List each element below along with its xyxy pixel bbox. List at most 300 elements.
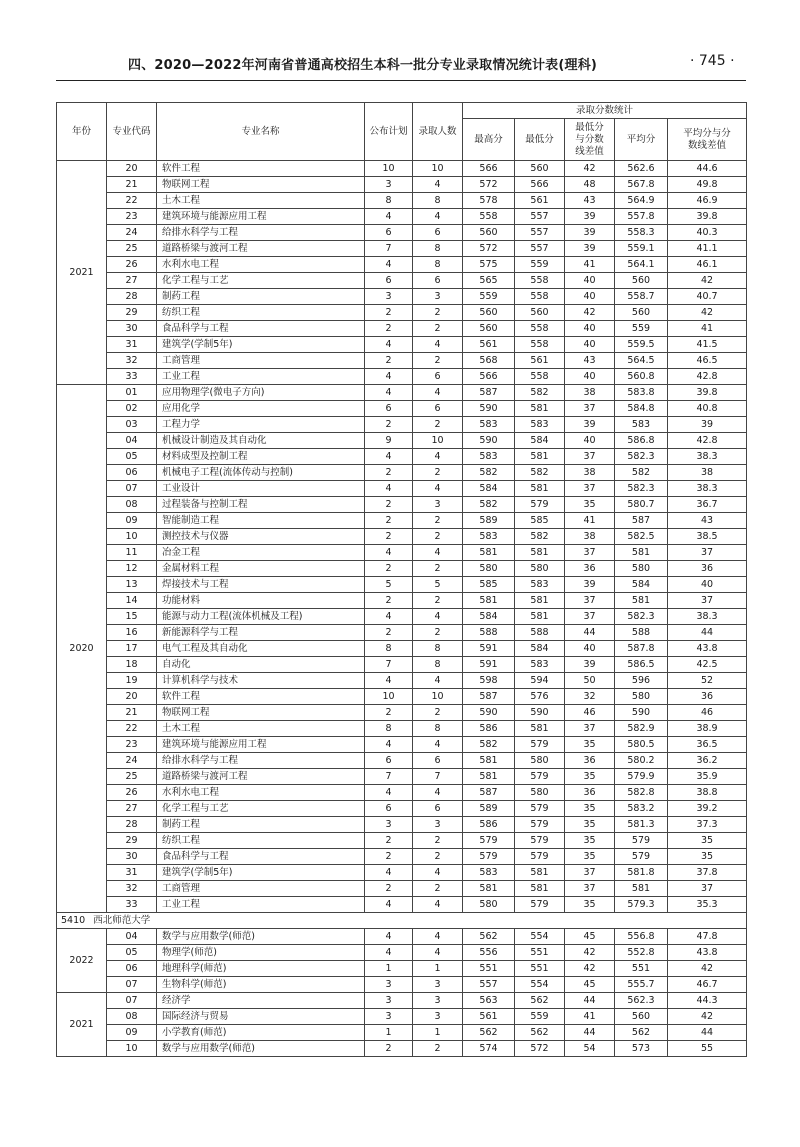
cell-max: 582 <box>463 497 515 513</box>
cell-avg: 579.9 <box>615 769 668 785</box>
cell-name: 功能材料 <box>157 593 365 609</box>
table-row <box>57 545 747 561</box>
cell-max: 591 <box>463 657 515 673</box>
cell-admitted: 1 <box>413 961 463 977</box>
table-row <box>57 609 747 625</box>
cell-name: 过程装备与控制工程 <box>157 497 365 513</box>
cell-name: 制药工程 <box>157 289 365 305</box>
cell-avg: 564.9 <box>615 193 668 209</box>
cell-min: 582 <box>515 529 565 545</box>
cell-name: 应用化学 <box>157 401 365 417</box>
cell-avg_diff: 36.7 <box>668 497 747 513</box>
table-row <box>57 929 747 945</box>
page-number: · 745 · <box>690 53 735 69</box>
cell-min_diff: 41 <box>565 513 615 529</box>
cell-avg: 560 <box>615 273 668 289</box>
cell-code: 17 <box>107 641 157 657</box>
cell-min_diff: 48 <box>565 177 615 193</box>
cell-min_diff: 44 <box>565 625 615 641</box>
cell-code: 06 <box>107 961 157 977</box>
cell-name: 软件工程 <box>157 161 365 177</box>
cell-min: 580 <box>515 785 565 801</box>
table-row <box>57 305 747 321</box>
cell-max: 580 <box>463 897 515 913</box>
cell-min: 561 <box>515 353 565 369</box>
school-name: 西北师范大学 <box>93 914 151 926</box>
cell-max: 584 <box>463 481 515 497</box>
cell-admitted: 2 <box>413 417 463 433</box>
col-header-min: 最低分 <box>515 119 565 161</box>
cell-max: 560 <box>463 225 515 241</box>
cell-min: 583 <box>515 417 565 433</box>
cell-max: 581 <box>463 769 515 785</box>
table-row <box>57 641 747 657</box>
cell-avg_diff: 43 <box>668 513 747 529</box>
cell-name: 制药工程 <box>157 817 365 833</box>
cell-avg_diff: 44 <box>668 625 747 641</box>
col-header-name: 专业名称 <box>157 103 365 161</box>
cell-max: 566 <box>463 161 515 177</box>
cell-min: 580 <box>515 753 565 769</box>
cell-avg: 584 <box>615 577 668 593</box>
cell-avg: 582.3 <box>615 609 668 625</box>
cell-min: 558 <box>515 289 565 305</box>
cell-min_diff: 42 <box>565 161 615 177</box>
cell-min: 585 <box>515 513 565 529</box>
cell-code: 10 <box>107 529 157 545</box>
cell-avg_diff: 37 <box>668 593 747 609</box>
cell-min: 580 <box>515 561 565 577</box>
cell-min_diff: 39 <box>565 657 615 673</box>
cell-min_diff: 40 <box>565 641 615 657</box>
year-cell: 2020 <box>57 385 107 913</box>
cell-admitted: 6 <box>413 801 463 817</box>
cell-min: 579 <box>515 833 565 849</box>
cell-avg_diff: 37 <box>668 881 747 897</box>
school-label <box>57 913 747 929</box>
cell-name: 物联网工程 <box>157 177 365 193</box>
cell-avg: 580 <box>615 689 668 705</box>
table-row <box>57 529 747 545</box>
cell-min: 581 <box>515 593 565 609</box>
cell-avg_diff: 40 <box>668 577 747 593</box>
cell-max: 585 <box>463 577 515 593</box>
cell-code: 27 <box>107 801 157 817</box>
col-header-score-stats: 录取分数统计 <box>463 103 747 119</box>
cell-avg: 581.3 <box>615 817 668 833</box>
cell-name: 焊接技术与工程 <box>157 577 365 593</box>
cell-avg: 586.5 <box>615 657 668 673</box>
cell-min: 579 <box>515 801 565 817</box>
cell-min: 583 <box>515 577 565 593</box>
cell-name: 土木工程 <box>157 721 365 737</box>
cell-plan: 6 <box>365 401 413 417</box>
cell-plan: 4 <box>365 673 413 689</box>
cell-avg: 582.3 <box>615 481 668 497</box>
cell-code: 11 <box>107 545 157 561</box>
cell-avg_diff: 43.8 <box>668 641 747 657</box>
table-row <box>57 369 747 385</box>
cell-plan: 4 <box>365 369 413 385</box>
cell-avg_diff: 37.3 <box>668 817 747 833</box>
cell-avg_diff: 42 <box>668 305 747 321</box>
cell-avg: 582 <box>615 465 668 481</box>
cell-code: 01 <box>107 385 157 401</box>
cell-admitted: 2 <box>413 849 463 865</box>
cell-plan: 4 <box>365 609 413 625</box>
cell-min_diff: 39 <box>565 209 615 225</box>
cell-avg_diff: 37.8 <box>668 865 747 881</box>
table-row <box>57 817 747 833</box>
cell-avg_diff: 42 <box>668 961 747 977</box>
cell-plan: 10 <box>365 161 413 177</box>
table-row <box>57 849 747 865</box>
cell-min: 558 <box>515 337 565 353</box>
cell-min_diff: 54 <box>565 1041 615 1057</box>
cell-name: 工业工程 <box>157 897 365 913</box>
cell-min_diff: 37 <box>565 609 615 625</box>
cell-name: 材料成型及控制工程 <box>157 449 365 465</box>
cell-avg_diff: 46 <box>668 705 747 721</box>
cell-plan: 2 <box>365 353 413 369</box>
cell-min_diff: 40 <box>565 337 615 353</box>
cell-avg: 583 <box>615 417 668 433</box>
cell-plan: 3 <box>365 1009 413 1025</box>
cell-avg_diff: 42.5 <box>668 657 747 673</box>
table-row <box>57 737 747 753</box>
cell-plan: 4 <box>365 257 413 273</box>
year-cell: 2022 <box>57 929 107 993</box>
cell-avg: 588 <box>615 625 668 641</box>
cell-min_diff: 45 <box>565 929 615 945</box>
cell-avg: 555.7 <box>615 977 668 993</box>
cell-name: 给排水科学与工程 <box>157 753 365 769</box>
cell-avg: 587 <box>615 513 668 529</box>
cell-max: 560 <box>463 321 515 337</box>
col-header-avg-diff: 平均分与分数线差值 <box>668 119 747 161</box>
cell-admitted: 4 <box>413 737 463 753</box>
cell-admitted: 3 <box>413 993 463 1009</box>
cell-max: 558 <box>463 209 515 225</box>
cell-name: 工业工程 <box>157 369 365 385</box>
cell-min: 560 <box>515 161 565 177</box>
cell-min_diff: 41 <box>565 257 615 273</box>
cell-min_diff: 35 <box>565 801 615 817</box>
cell-avg: 590 <box>615 705 668 721</box>
cell-avg: 584.8 <box>615 401 668 417</box>
cell-admitted: 10 <box>413 433 463 449</box>
cell-admitted: 6 <box>413 369 463 385</box>
col-header-year: 年份 <box>57 103 107 161</box>
cell-code: 18 <box>107 657 157 673</box>
cell-avg: 573 <box>615 1041 668 1057</box>
cell-admitted: 4 <box>413 177 463 193</box>
cell-min_diff: 35 <box>565 849 615 865</box>
cell-plan: 2 <box>365 529 413 545</box>
cell-min_diff: 43 <box>565 193 615 209</box>
cell-min: 583 <box>515 657 565 673</box>
cell-code: 12 <box>107 561 157 577</box>
cell-avg: 562 <box>615 1025 668 1041</box>
cell-avg: 552.8 <box>615 945 668 961</box>
cell-plan: 8 <box>365 193 413 209</box>
cell-max: 586 <box>463 817 515 833</box>
cell-admitted: 3 <box>413 497 463 513</box>
cell-avg_diff: 36.5 <box>668 737 747 753</box>
cell-avg: 579 <box>615 849 668 865</box>
cell-admitted: 7 <box>413 769 463 785</box>
cell-avg: 582.9 <box>615 721 668 737</box>
table-row <box>57 257 747 273</box>
cell-avg_diff: 35.9 <box>668 769 747 785</box>
table-row <box>57 433 747 449</box>
cell-min_diff: 36 <box>565 785 615 801</box>
table-row <box>57 449 747 465</box>
cell-plan: 5 <box>365 577 413 593</box>
table-header-row <box>57 103 747 119</box>
cell-avg: 580 <box>615 561 668 577</box>
cell-min: 579 <box>515 817 565 833</box>
cell-min: 557 <box>515 225 565 241</box>
cell-avg: 562.6 <box>615 161 668 177</box>
cell-min_diff: 32 <box>565 689 615 705</box>
cell-avg_diff: 44.6 <box>668 161 747 177</box>
cell-max: 583 <box>463 529 515 545</box>
cell-avg: 582.5 <box>615 529 668 545</box>
table-row <box>57 625 747 641</box>
cell-code: 08 <box>107 497 157 513</box>
cell-avg: 567.8 <box>615 177 668 193</box>
cell-min: 590 <box>515 705 565 721</box>
cell-min_diff: 41 <box>565 1009 615 1025</box>
table-row <box>57 513 747 529</box>
cell-min: 561 <box>515 193 565 209</box>
cell-name: 建筑学(学制5年) <box>157 865 365 881</box>
cell-avg_diff: 55 <box>668 1041 747 1057</box>
cell-max: 590 <box>463 401 515 417</box>
cell-admitted: 2 <box>413 353 463 369</box>
cell-admitted: 10 <box>413 161 463 177</box>
cell-avg_diff: 41.5 <box>668 337 747 353</box>
cell-plan: 4 <box>365 545 413 561</box>
cell-admitted: 4 <box>413 945 463 961</box>
cell-avg_diff: 35 <box>668 849 747 865</box>
cell-min_diff: 35 <box>565 897 615 913</box>
cell-plan: 4 <box>365 785 413 801</box>
cell-plan: 4 <box>365 897 413 913</box>
cell-plan: 6 <box>365 801 413 817</box>
cell-min: 584 <box>515 433 565 449</box>
cell-plan: 9 <box>365 433 413 449</box>
cell-admitted: 4 <box>413 609 463 625</box>
cell-avg_diff: 52 <box>668 673 747 689</box>
cell-plan: 6 <box>365 753 413 769</box>
table-row <box>57 273 747 289</box>
cell-avg_diff: 40.7 <box>668 289 747 305</box>
cell-name: 食品科学与工程 <box>157 321 365 337</box>
cell-code: 25 <box>107 769 157 785</box>
col-header-code: 专业代码 <box>107 103 157 161</box>
cell-min: 579 <box>515 737 565 753</box>
cell-min_diff: 44 <box>565 993 615 1009</box>
cell-avg_diff: 38 <box>668 465 747 481</box>
cell-admitted: 4 <box>413 545 463 561</box>
cell-avg_diff: 40.3 <box>668 225 747 241</box>
cell-code: 33 <box>107 369 157 385</box>
cell-max: 583 <box>463 449 515 465</box>
cell-max: 591 <box>463 641 515 657</box>
cell-avg_diff: 39.8 <box>668 385 747 401</box>
cell-plan: 2 <box>365 881 413 897</box>
cell-min: 551 <box>515 945 565 961</box>
cell-avg_diff: 37 <box>668 545 747 561</box>
cell-code: 22 <box>107 721 157 737</box>
cell-plan: 2 <box>365 465 413 481</box>
cell-min_diff: 40 <box>565 289 615 305</box>
col-header-min-diff: 最低分与分数线差值 <box>565 119 615 161</box>
table-row <box>57 1041 747 1057</box>
cell-min_diff: 40 <box>565 321 615 337</box>
cell-plan: 4 <box>365 929 413 945</box>
cell-min_diff: 42 <box>565 945 615 961</box>
cell-min: 560 <box>515 305 565 321</box>
cell-avg: 580.2 <box>615 753 668 769</box>
cell-avg: 551 <box>615 961 668 977</box>
cell-plan: 8 <box>365 641 413 657</box>
cell-avg: 560 <box>615 1009 668 1025</box>
cell-admitted: 6 <box>413 225 463 241</box>
cell-min_diff: 50 <box>565 673 615 689</box>
cell-plan: 7 <box>365 657 413 673</box>
table-row <box>57 209 747 225</box>
table-row <box>57 689 747 705</box>
cell-name: 物联网工程 <box>157 705 365 721</box>
cell-min: 579 <box>515 897 565 913</box>
cell-avg_diff: 46.1 <box>668 257 747 273</box>
cell-admitted: 2 <box>413 305 463 321</box>
cell-code: 05 <box>107 945 157 961</box>
cell-code: 27 <box>107 273 157 289</box>
cell-admitted: 4 <box>413 673 463 689</box>
cell-max: 563 <box>463 993 515 1009</box>
cell-plan: 2 <box>365 561 413 577</box>
cell-plan: 1 <box>365 1025 413 1041</box>
cell-code: 02 <box>107 401 157 417</box>
cell-min_diff: 37 <box>565 593 615 609</box>
table-row <box>57 801 747 817</box>
cell-min_diff: 40 <box>565 273 615 289</box>
cell-avg: 587.8 <box>615 641 668 657</box>
cell-max: 581 <box>463 881 515 897</box>
cell-avg: 583.2 <box>615 801 668 817</box>
cell-min_diff: 42 <box>565 961 615 977</box>
cell-min_diff: 39 <box>565 417 615 433</box>
cell-admitted: 8 <box>413 193 463 209</box>
table-row <box>57 353 747 369</box>
cell-max: 580 <box>463 561 515 577</box>
cell-min: 581 <box>515 449 565 465</box>
page-header-title: 四、2020—2022年河南省普通高校招生本科一批分专业录取情况统计表(理科) <box>128 58 598 73</box>
cell-code: 09 <box>107 1025 157 1041</box>
cell-plan: 4 <box>365 449 413 465</box>
cell-min: 554 <box>515 977 565 993</box>
cell-min: 558 <box>515 321 565 337</box>
cell-avg_diff: 38.9 <box>668 721 747 737</box>
cell-name: 给排水科学与工程 <box>157 225 365 241</box>
cell-name: 工程力学 <box>157 417 365 433</box>
cell-max: 560 <box>463 305 515 321</box>
cell-max: 579 <box>463 849 515 865</box>
cell-code: 06 <box>107 465 157 481</box>
cell-admitted: 4 <box>413 209 463 225</box>
school-code: 5410 <box>61 914 86 926</box>
table-row <box>57 993 747 1009</box>
cell-code: 07 <box>107 481 157 497</box>
cell-admitted: 2 <box>413 1041 463 1057</box>
cell-min_diff: 38 <box>565 385 615 401</box>
cell-min: 584 <box>515 641 565 657</box>
cell-avg_diff: 41 <box>668 321 747 337</box>
header-divider <box>56 80 746 81</box>
cell-name: 化学工程与工艺 <box>157 801 365 817</box>
table-row <box>57 961 747 977</box>
cell-avg_diff: 42.8 <box>668 433 747 449</box>
cell-name: 机械电子工程(流体传动与控制) <box>157 465 365 481</box>
cell-code: 13 <box>107 577 157 593</box>
table-row <box>57 385 747 401</box>
cell-avg: 582.3 <box>615 449 668 465</box>
cell-code: 15 <box>107 609 157 625</box>
cell-min: 557 <box>515 241 565 257</box>
year-cell: 2021 <box>57 993 107 1057</box>
table-row <box>57 833 747 849</box>
table-row <box>57 705 747 721</box>
cell-admitted: 4 <box>413 385 463 401</box>
cell-name: 软件工程 <box>157 689 365 705</box>
cell-code: 31 <box>107 865 157 881</box>
cell-avg_diff: 42 <box>668 273 747 289</box>
cell-name: 应用物理学(微电子方向) <box>157 385 365 401</box>
year-cell: 2021 <box>57 161 107 385</box>
cell-avg_diff: 42 <box>668 1009 747 1025</box>
cell-plan: 3 <box>365 289 413 305</box>
cell-code: 20 <box>107 161 157 177</box>
table-body <box>57 161 747 1057</box>
cell-code: 29 <box>107 305 157 321</box>
cell-avg_diff: 36 <box>668 689 747 705</box>
cell-admitted: 1 <box>413 1025 463 1041</box>
cell-plan: 2 <box>365 625 413 641</box>
cell-code: 09 <box>107 513 157 529</box>
cell-code: 10 <box>107 1041 157 1057</box>
cell-name: 测控技术与仪器 <box>157 529 365 545</box>
cell-name: 生物科学(师范) <box>157 977 365 993</box>
cell-max: 583 <box>463 865 515 881</box>
table-row <box>57 673 747 689</box>
cell-min: 579 <box>515 849 565 865</box>
cell-max: 565 <box>463 273 515 289</box>
cell-plan: 4 <box>365 337 413 353</box>
cell-min: 558 <box>515 369 565 385</box>
table-row <box>57 657 747 673</box>
cell-min: 557 <box>515 209 565 225</box>
school-row <box>57 913 747 929</box>
cell-min: 572 <box>515 1041 565 1057</box>
cell-plan: 3 <box>365 817 413 833</box>
cell-code: 04 <box>107 433 157 449</box>
cell-min_diff: 45 <box>565 977 615 993</box>
cell-name: 数学与应用数学(师范) <box>157 929 365 945</box>
